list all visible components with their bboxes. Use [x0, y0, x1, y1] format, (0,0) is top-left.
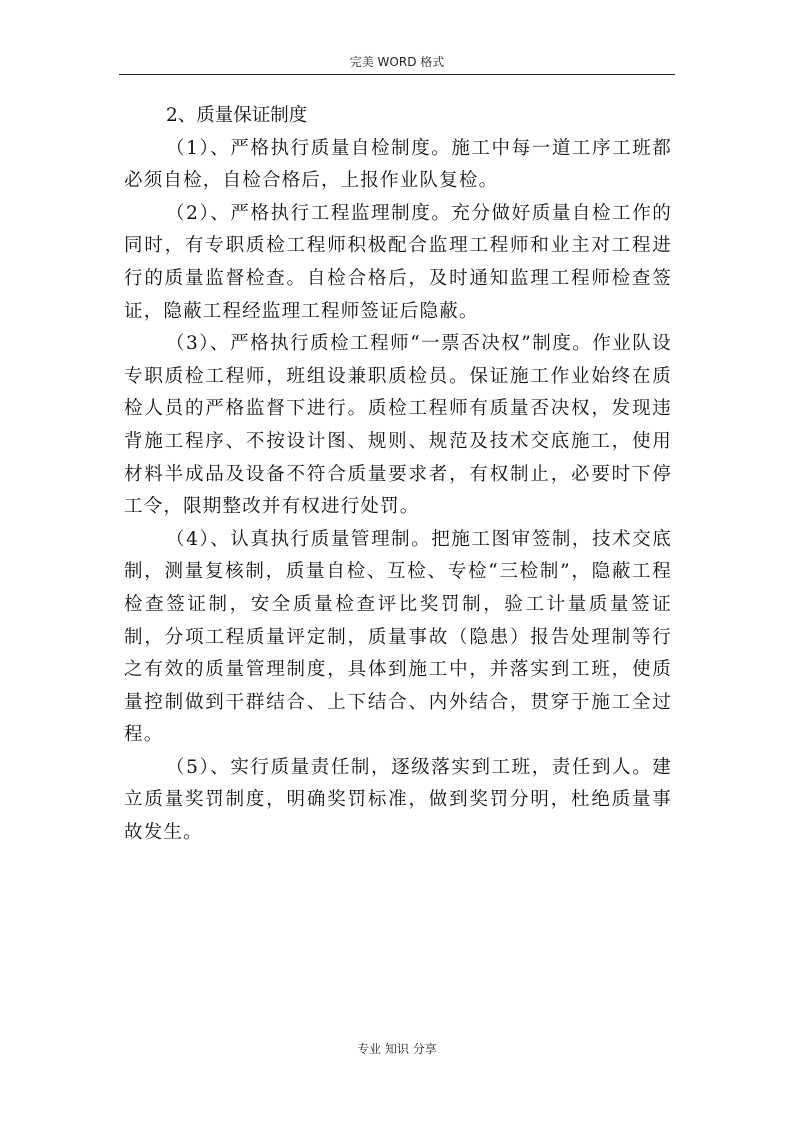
paragraph-4: （4）、认真执行质量管理制。把施工图审签制，技术交底制，测量复核制，质量自检、互检、专检“三检制”，隐蔽工程检查签证制，安全质量检查评比奖罚制，验工计量质量签证制，分项工程质量评定制，质量事故（隐患）报告处理制等行之有效的质量管理制度，具体到施工中，并落实到工班，使质量控制做到干群结合、上下结合、内外结合，贯穿于施工全过程。	[124, 528, 672, 746]
page-footer: 专业 知识 分享	[357, 1042, 437, 1056]
paragraph-2: （2）、严格执行工程监理制度。充分做好质量自检工作的同时，有专职质检工程师积极配合监理工程师和业主对工程进行的质量监督检查。自检合格后，及时通知监理工程师检查签证，隐蔽工程经监理工程师签证后隐蔽。	[124, 202, 672, 322]
paragraph-5: （5）、实行质量责任制，逐级落实到工班，责任到人。建立质量奖罚制度，明确奖罚标准，做到奖罚分明，杜绝质量事故发生。	[124, 756, 672, 844]
paragraph-1: （1）、严格执行质量自检制度。施工中每一道工序工班都必须自检，自检合格后，上报作业队复检。	[124, 137, 672, 192]
section-title: 2、质量保证制度	[166, 105, 308, 126]
paragraph-3: （3）、严格执行质检工程师“一票否决权”制度。作业队设专职质检工程师，班组设兼职质检员。保证施工作业始终在质检人员的严格监督下进行。质检工程师有质量否决权，发现违背施工程序、不按设计图、规则、规范及技术交底施工，使用材料半成品及设备不符合质量要求者，有权制止，必要时下停工令，限期整改并有权进行处罚。	[124, 333, 672, 518]
page-header: 完美 WORD 格式	[349, 55, 445, 69]
document-body	[124, 100, 672, 850]
header-divider	[119, 74, 675, 75]
